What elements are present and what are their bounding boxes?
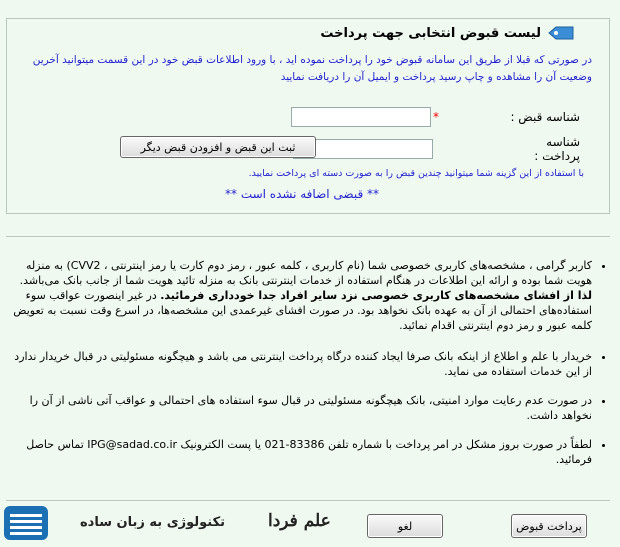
notice-1-text: کاربر گرامی ، مشخصه‌های کاربری خصوصی شما (نام کاربری ، کلمه عبور ، رمز دوم کارت یا رمز اینترنتی ، CVV2) به منزله هویت شما بوده و ارائه این اطلاعات در هنگام استفاده از خدمات اینترنتی بانک به منزله تائید هویت شما از جانب بانک می‌باشد. (19, 259, 592, 287)
notice-list (12, 258, 606, 481)
notice-item (12, 258, 592, 333)
pay-bills-button[interactable]: پرداخت قبوض (511, 514, 587, 538)
bottom-divider (6, 500, 610, 501)
sadad-logo-icon (4, 506, 48, 540)
add-bill-button[interactable]: ثبت این قبض و افزودن قبض دیگر (120, 136, 316, 158)
bill-id-input[interactable] (291, 107, 431, 127)
notice-1-warning: لذا از افشای مشخصه‌های کاربری خصوصی نزد سایر افراد جدا خودداری فرمائید. (160, 289, 592, 302)
batch-note: با استفاده از این گزینه شما میتوانید چندین قبض را به صورت دسته ای پرداخت نمایید. (248, 168, 584, 179)
legend-title: لیست قبوض انتخابی جهت پرداخت (320, 25, 541, 41)
fieldset-legend (314, 25, 581, 41)
tag-icon (547, 25, 575, 41)
notice-1-text-2: در غیر اینصورت عواقب سوء استفاده‌های احتمالی از آن به عهده بانک نخواهد بود. در صورت افشای غیرعمدی این مشخصه‌ها، در اسرع وقت نسبت به تعویض کلمه عبور و رمز دوم اینترنتی اقدام نمائید. (13, 289, 592, 332)
top-divider (6, 236, 610, 237)
brand-tagline: تکنولوژی به زبان ساده (80, 515, 226, 530)
bill-id-row (291, 107, 580, 127)
payment-id-label: شناسه پرداخت : (534, 135, 580, 163)
notice-item: • در صورت عدم رعایت موارد امنیتی، بانک هیچگونه مسئولیتی در قبال سوء استفاده های احتمالی و عواقب آتی ناشی از آن را نخواهد داشت. (12, 393, 592, 423)
cancel-button[interactable]: لغو (367, 514, 443, 538)
required-mark: * (433, 110, 439, 124)
bill-id-label: شناسه قبض : (510, 110, 580, 124)
notice-item: • خریدار با علم و اطلاع از اینکه بانک صرفا ایجاد کننده درگاه پرداخت اینترنتی می باشد و هیچگونه مسئولیتی در قبال خریدار ندارد از این خدمات استفاده می نماید. (12, 349, 592, 379)
added-status: ** قبضی اضافه نشده است ** (225, 187, 379, 201)
notice-item: • لطفاً در صورت بروز مشکل در امر پرداخت با شماره تلفن 83386-021 یا پست الکترونیک IPG@sadad.co.ir تماس حاصل فرمائید. (12, 437, 592, 467)
intro-text: در صورتی که قبلا از طریق این سامانه قبوض خود را پرداخت نموده اید ، با ورود اطلاعات قبض خود در این قسمت میتوانید آخرین وضعیت آن را مشاهده و چاپ رسید پرداخت و ایمیل آن را دریافت نمایید (32, 54, 592, 83)
payment-id-row (293, 135, 580, 163)
brand-name: علم فردا (268, 511, 331, 531)
